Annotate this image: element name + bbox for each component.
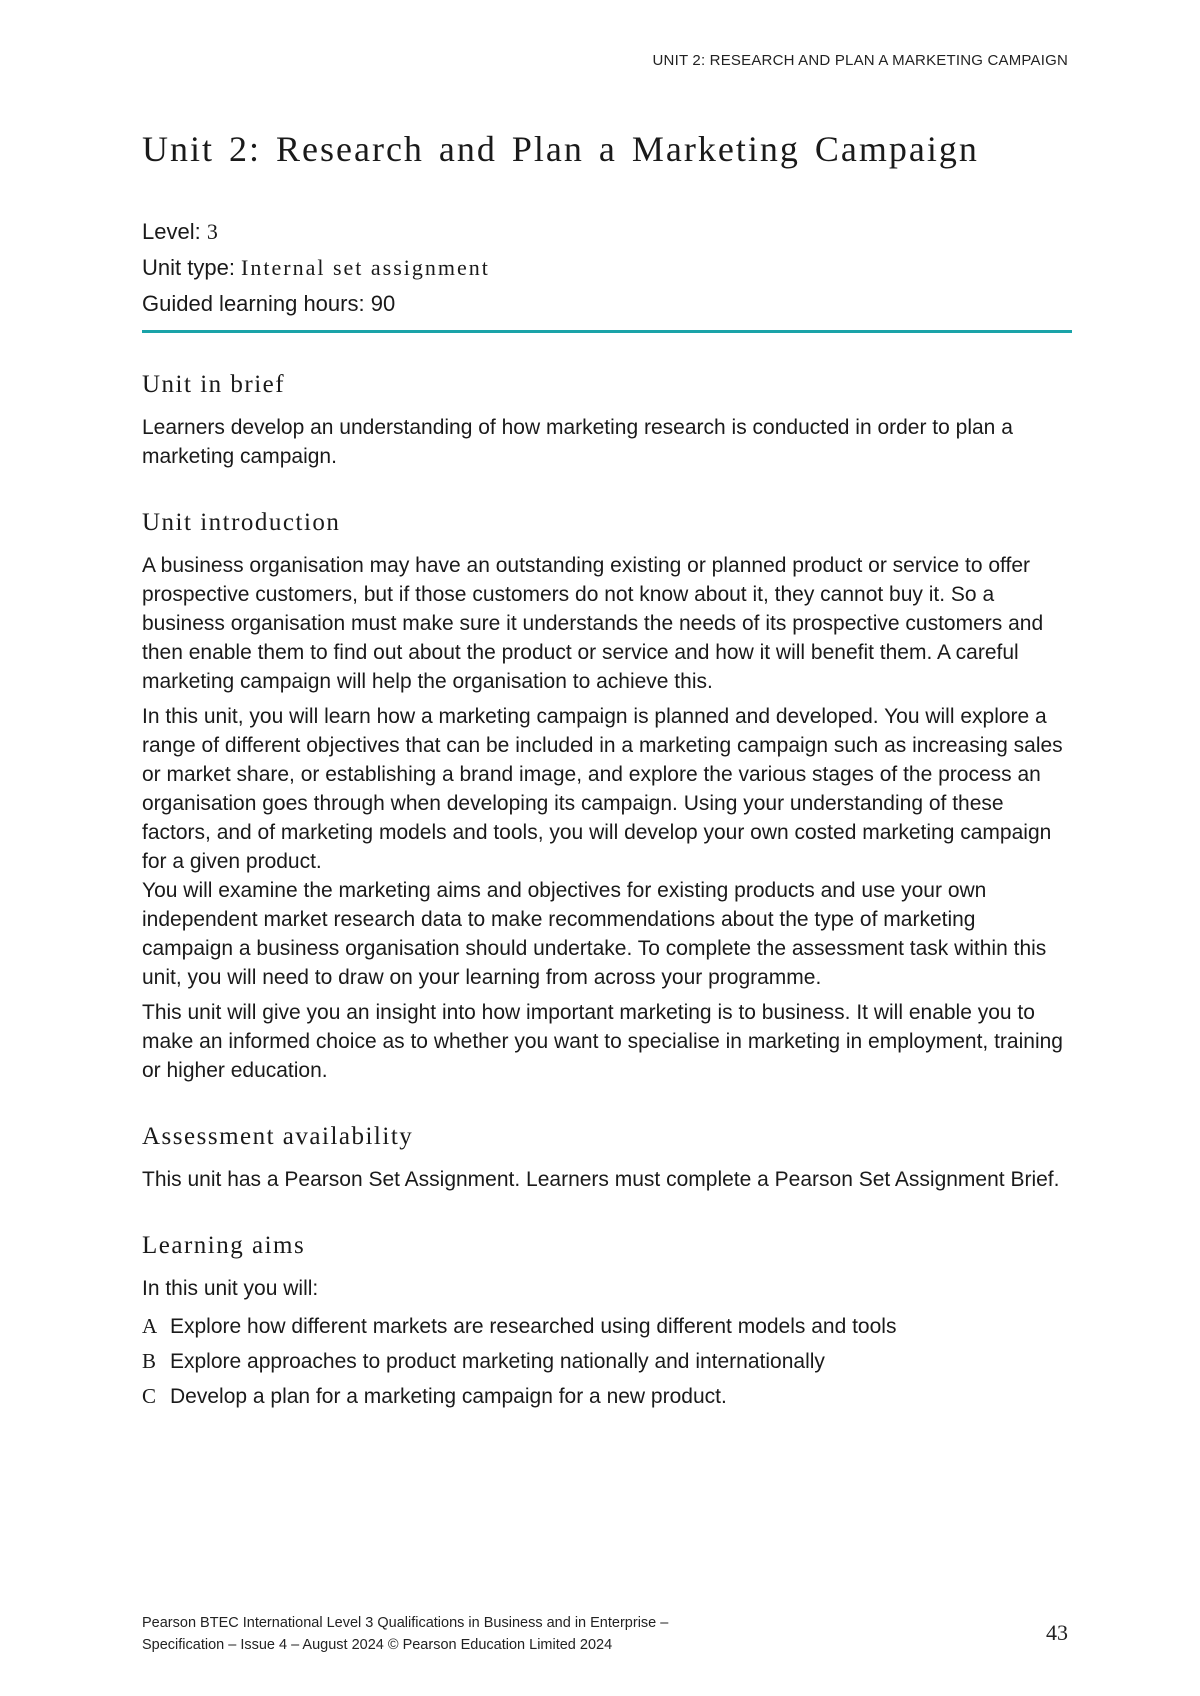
page-number: 43 xyxy=(1046,1620,1068,1645)
section-heading-learning-aims: Learning aims xyxy=(142,1232,306,1259)
intro-paragraph: A business organisation may have an outstanding existing or planned product or service to offer prospective customers, but if those customers do not know about it, they cannot buy it. So a business organisation must make sure it understands the needs of its prospective customers and then enable them to find out about the product or service and how it will benefit them. A careful marketing campaign will help the organisation to achieve this. xyxy=(142,554,1044,693)
running-head: UNIT 2: RESEARCH AND PLAN A MARKETING CAMPAIGN xyxy=(652,52,1068,69)
intro-paragraph: In this unit, you will learn how a marketing campaign is planned and developed. You will explore a range of different objectives that can be included in a marketing campaign such as increasing sales or market share, or establishing a brand image, and explore the various stages of the process an organisation goes through when developing its campaign. Using your understanding of these factors, and of marketing models and tools, you will develop your own costed marketing campaign for a given product. xyxy=(142,705,1063,873)
page-title: Unit 2: Research and Plan a Marketing Campaign xyxy=(142,129,979,169)
learning-aims-list xyxy=(142,1309,1070,1414)
assessment-text: This unit has a Pearson Set Assignment. Learners must complete a Pearson Set Assignment Brief. xyxy=(142,1168,1060,1191)
section-heading-assessment: Assessment availability xyxy=(142,1123,414,1150)
list-item: A Explore how different markets are researched using different models and tools xyxy=(142,1314,897,1338)
section-heading-introduction: Unit introduction xyxy=(142,509,341,536)
aims-intro: In this unit you will: xyxy=(142,1277,319,1300)
list-item: C Develop a plan for a marketing campaign for a new product. xyxy=(142,1384,727,1408)
guided-hours-line: Guided learning hours: 90 xyxy=(142,291,396,316)
brief-text: Learners develop an understanding of how marketing research is conducted in order to plan a marketing campaign. xyxy=(142,416,1013,468)
unit-type-line: Unit type: Internal set assignment xyxy=(142,255,490,280)
level-line: Level: 3 xyxy=(142,219,220,244)
intro-paragraph: This unit will give you an insight into how important marketing is to business. It will enable you to make an informed choice as to whether you want to specialise in marketing in employment, training or higher education. xyxy=(142,1001,1063,1082)
footer: Pearson BTEC International Level 3 Qualifications in Business and in Enterprise – Specification – Issue 4 – August 2024 © Pearson Education Limited 2024 xyxy=(142,1615,669,1653)
section-heading-brief: Unit in brief xyxy=(142,371,286,398)
page-content xyxy=(142,128,1070,1414)
unit-meta xyxy=(142,214,1070,322)
divider xyxy=(142,330,1072,333)
list-item: B Explore approaches to product marketing nationally and internationally xyxy=(142,1349,825,1373)
intro-paragraph: You will examine the marketing aims and objectives for existing products and use your own independent market research data to make recommendations about the type of marketing campaign a business organisation should undertake. To complete the assessment task within this unit, you will need to draw on your learning from across your programme. xyxy=(142,879,1047,989)
